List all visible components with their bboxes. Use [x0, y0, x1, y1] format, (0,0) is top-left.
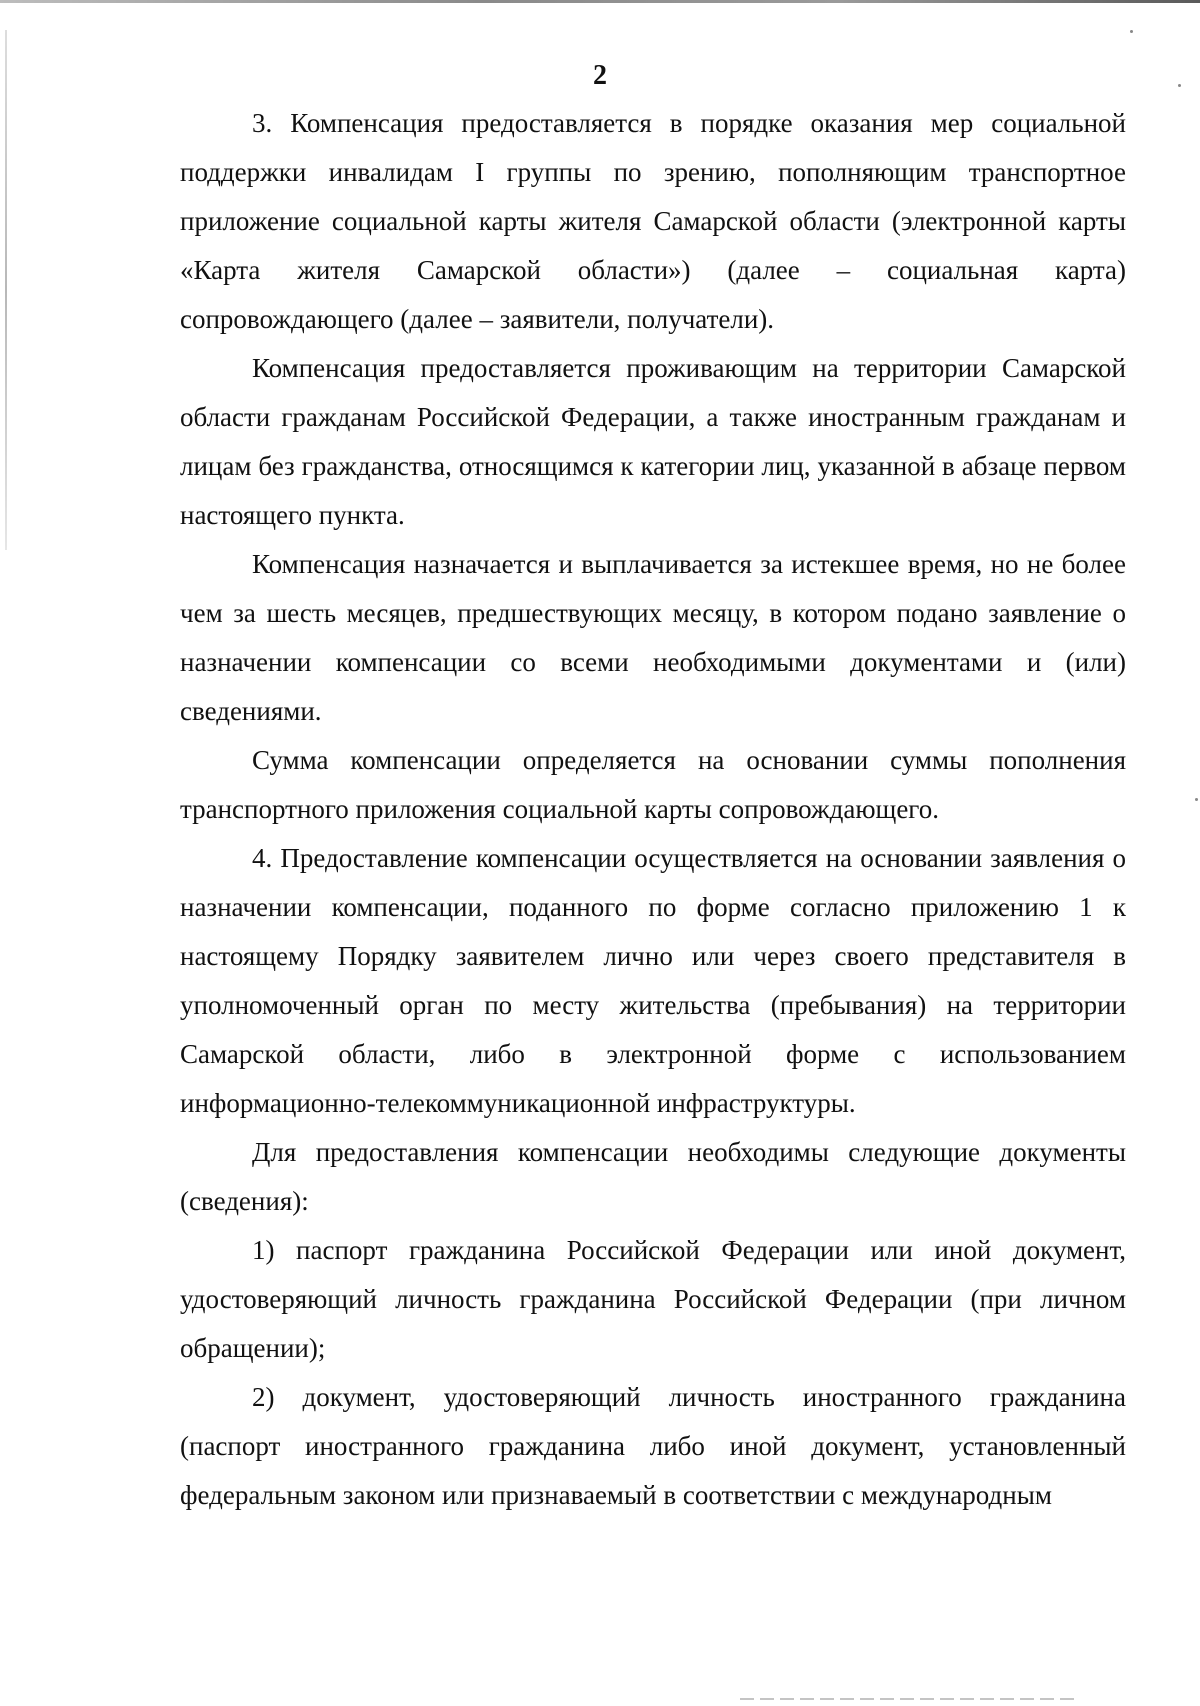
scan-speck: [1130, 30, 1133, 33]
paragraph: Сумма компенсации определяется на основании суммы пополнения транспортного приложения социальной карты сопровождающего.: [180, 745, 1126, 824]
scan-speck: [1195, 798, 1198, 801]
scan-top-edge: [0, 0, 1200, 3]
paragraph: 1) паспорт гражданина Российской Федерации или иной документ, удостоверяющий личность гражданина Российской Федерации (при личном обращении);: [180, 1235, 1126, 1363]
paragraph: 3. Компенсация предоставляется в порядке оказания мер социальной поддержки инвалидам I группы по зрению, пополняющим транспортное приложение социальной карты жителя Самарской области (электронной карты «Карта жителя Самарской области») (далее – социальная карта) сопровождающего (далее – заявители, получатели).: [180, 108, 1126, 334]
scan-bottom-edge: [740, 1698, 1080, 1700]
paragraph: Компенсация назначается и выплачивается за истекшее время, но не более чем за шесть месяцев, предшествующих месяцу, в котором подано заявление о назначении компенсации со всеми необходимыми документами и (или) сведениями.: [180, 549, 1126, 726]
page-number: 2: [593, 60, 607, 91]
document-body: [180, 99, 1126, 1520]
paragraph: Для предоставления компенсации необходимы следующие документы (сведения):: [180, 1137, 1126, 1216]
scan-left-edge: [5, 30, 7, 550]
paragraph: 4. Предоставление компенсации осуществляется на основании заявления о назначении компенсации, поданного по форме согласно приложению 1 к настоящему Порядку заявителем лично или через своего представителя в уполномоченный орган по месту жительства (пребывания) на территории Самарской области, либо в электронной форме с использованием информационно-телекоммуникационной инфраструктуры.: [180, 843, 1126, 1118]
paragraph: Компенсация предоставляется проживающим на территории Самарской области гражданам Российской Федерации, а также иностранным гражданам и лицам без гражданства, относящимся к категории лиц, указанной в абзаце первом настоящего пункта.: [180, 353, 1126, 530]
paragraph: 2) документ, удостоверяющий личность иностранного гражданина (паспорт иностранного гражданина либо иной документ, установленный федеральным законом или признаваемый в соответствии с международным: [180, 1382, 1126, 1510]
